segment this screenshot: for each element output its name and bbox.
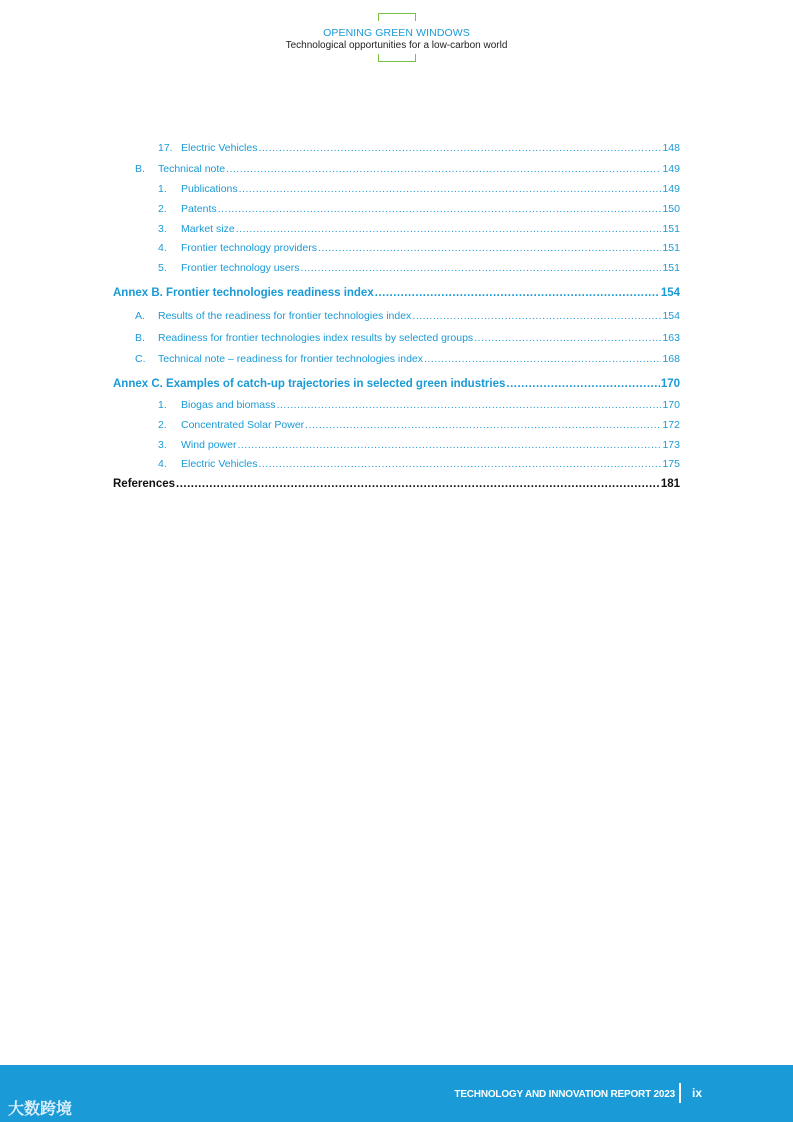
toc-entry-label: Results of the readiness for frontier technologies index bbox=[158, 310, 412, 322]
toc-leader-dots bbox=[412, 310, 661, 322]
toc-entry-label: Biogas and biomass bbox=[181, 399, 276, 411]
toc-leader-dots bbox=[474, 332, 661, 344]
toc-entry[interactable] bbox=[158, 439, 680, 451]
toc-entry[interactable] bbox=[135, 163, 680, 175]
toc-entry-page: 154 bbox=[660, 287, 680, 299]
toc-entry-label: Readiness for frontier technologies index results by selected groups bbox=[158, 332, 474, 344]
toc-leader-dots bbox=[176, 478, 660, 490]
toc-leader-dots bbox=[305, 419, 661, 431]
toc-leader-dots bbox=[300, 262, 661, 274]
toc-entry[interactable] bbox=[135, 310, 680, 322]
toc-entry-label: Concentrated Solar Power bbox=[181, 419, 305, 431]
toc-entry-label: Market size bbox=[181, 223, 235, 235]
header-bracket-top bbox=[378, 13, 416, 21]
toc-entry[interactable] bbox=[158, 419, 680, 431]
toc-entry-page: 173 bbox=[662, 439, 680, 451]
toc-entry-number: B. bbox=[135, 163, 145, 175]
toc-leader-dots bbox=[424, 353, 661, 365]
toc-entry-label: Electric Vehicles bbox=[181, 458, 258, 470]
header-bracket-bottom bbox=[378, 54, 416, 62]
toc-leader-dots bbox=[218, 203, 662, 215]
toc-entry-label: Technical note bbox=[158, 163, 226, 175]
toc-entry-label: Wind power bbox=[181, 439, 237, 451]
footer-report-title: TECHNOLOGY AND INNOVATION REPORT 2023 bbox=[454, 1089, 675, 1100]
toc-entry[interactable] bbox=[158, 183, 680, 195]
toc-entry-number: 1. bbox=[158, 183, 167, 195]
toc-leader-dots bbox=[375, 287, 660, 299]
toc-entry-page: 172 bbox=[662, 419, 680, 431]
toc-references-entry[interactable] bbox=[113, 478, 680, 490]
toc-entry-label: Annex B. Frontier technologies readiness index bbox=[113, 287, 374, 299]
toc-entry-page: 149 bbox=[662, 183, 680, 195]
toc-entry-page: 154 bbox=[662, 310, 680, 322]
toc-entry[interactable] bbox=[135, 353, 680, 365]
toc-entry[interactable] bbox=[135, 332, 680, 344]
toc-leader-dots bbox=[237, 439, 661, 451]
toc-entry-label: References bbox=[113, 478, 176, 490]
toc-leader-dots bbox=[506, 378, 659, 390]
toc-entry-number: A. bbox=[135, 310, 145, 322]
page-footer bbox=[0, 1065, 793, 1122]
toc-entry-number: 2. bbox=[158, 203, 167, 215]
toc-entry-number: 5. bbox=[158, 262, 167, 274]
report-title: OPENING GREEN WINDOWS bbox=[323, 27, 470, 39]
toc-leader-dots bbox=[318, 242, 661, 254]
toc-entry-page: 181 bbox=[660, 478, 680, 490]
toc-entry-label: Frontier technology users bbox=[181, 262, 300, 274]
toc-entry-page: 168 bbox=[662, 353, 680, 365]
toc-entry-page: 151 bbox=[662, 262, 680, 274]
toc-entry-label: Frontier technology providers bbox=[181, 242, 317, 254]
toc-entry-page: 150 bbox=[662, 203, 680, 215]
toc-entry-page: 151 bbox=[662, 242, 680, 254]
toc-entry-number: 3. bbox=[158, 223, 167, 235]
toc-annex-entry[interactable] bbox=[113, 378, 680, 390]
toc-entry[interactable] bbox=[158, 142, 680, 154]
toc-entry-page: 151 bbox=[662, 223, 680, 235]
toc-leader-dots bbox=[226, 163, 661, 175]
page-header bbox=[0, 0, 793, 70]
toc-annex-entry[interactable] bbox=[113, 287, 680, 299]
toc-entry-page: 149 bbox=[662, 163, 680, 175]
toc-entry[interactable] bbox=[158, 399, 680, 411]
toc-leader-dots bbox=[277, 399, 662, 411]
toc-leader-dots bbox=[258, 458, 661, 470]
toc-leader-dots bbox=[236, 223, 662, 235]
toc-entry-label: Publications bbox=[181, 183, 238, 195]
toc-entry[interactable] bbox=[158, 262, 680, 274]
toc-entry-number: 2. bbox=[158, 419, 167, 431]
report-subtitle: Technological opportunities for a low-carbon world bbox=[285, 40, 508, 51]
toc-entry-page: 175 bbox=[662, 458, 680, 470]
toc-entry-page: 163 bbox=[662, 332, 680, 344]
toc-entry-number: 4. bbox=[158, 242, 167, 254]
toc-entry[interactable] bbox=[158, 458, 680, 470]
toc-entry[interactable] bbox=[158, 223, 680, 235]
toc-entry-label: Annex C. Examples of catch-up trajectories in selected green industries bbox=[113, 378, 506, 390]
toc-entry-number: B. bbox=[135, 332, 145, 344]
toc-entry-number: 17. bbox=[158, 142, 173, 154]
toc-entry-number: 4. bbox=[158, 458, 167, 470]
toc-entry-number: C. bbox=[135, 353, 146, 365]
footer-divider bbox=[679, 1083, 681, 1103]
toc-entry[interactable] bbox=[158, 203, 680, 215]
toc-leader-dots bbox=[239, 183, 662, 195]
watermark-logo: 大数跨境 bbox=[8, 1101, 73, 1118]
toc-entry[interactable] bbox=[158, 242, 680, 254]
toc-entry-page: 148 bbox=[662, 142, 680, 154]
toc-entry-label: Technical note – readiness for frontier technologies index bbox=[158, 353, 423, 365]
toc-entry-number: 3. bbox=[158, 439, 167, 451]
toc-entry-page: 170 bbox=[660, 378, 680, 390]
toc-leader-dots bbox=[258, 142, 661, 154]
footer-page-number: ix bbox=[692, 1086, 703, 1100]
toc-entry-label: Electric Vehicles bbox=[181, 142, 258, 154]
toc-entry-number: 1. bbox=[158, 399, 167, 411]
toc-entry-page: 170 bbox=[662, 399, 680, 411]
toc-entry-label: Patents bbox=[181, 203, 217, 215]
